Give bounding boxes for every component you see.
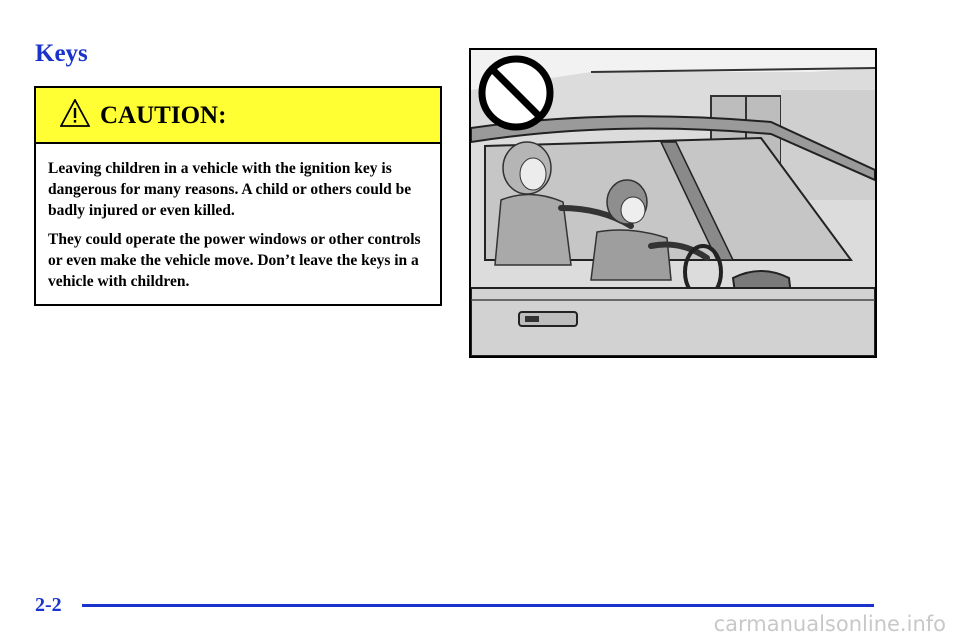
footer-rule xyxy=(82,604,874,607)
caution-box xyxy=(34,86,442,306)
section-title: Keys xyxy=(35,40,88,67)
caution-header xyxy=(36,88,440,144)
page-number: 2-2 xyxy=(35,594,62,616)
warning-triangle-icon xyxy=(60,99,90,127)
watermark: carmanualsonline.info xyxy=(713,612,946,636)
caution-body xyxy=(36,144,440,292)
caution-paragraph: Leaving children in a vehicle with the ignition key is dangerous for many reasons. A child or others could be badly injured or even killed. xyxy=(48,160,412,219)
caution-label: CAUTION: xyxy=(100,102,227,129)
prohibition-sign-icon xyxy=(477,54,555,132)
children-in-car-illustration xyxy=(469,48,877,358)
caution-paragraph: They could operate the power windows or other controls or even make the vehicle move. Don’t leave the keys in a vehicle with children. xyxy=(48,231,421,290)
